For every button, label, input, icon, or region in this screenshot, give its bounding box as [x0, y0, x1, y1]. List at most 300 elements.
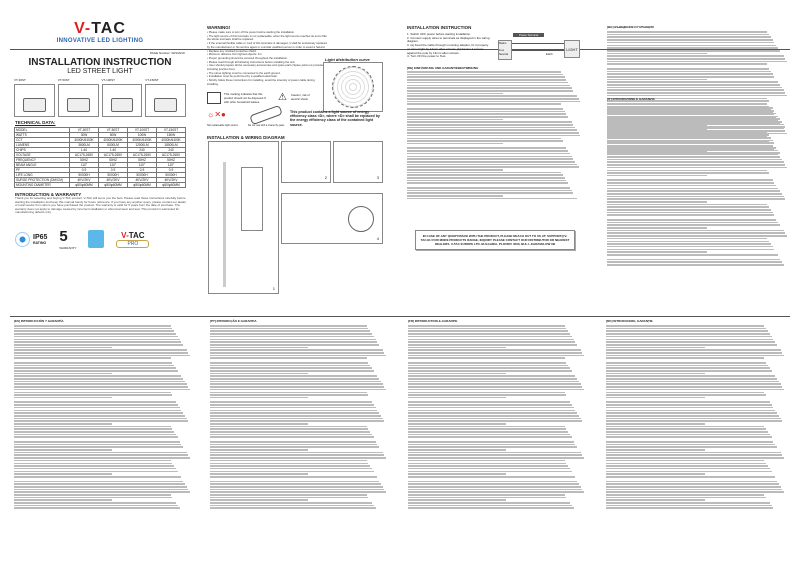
tech-cell: VT-30ST	[70, 128, 99, 133]
text-line	[407, 119, 503, 121]
tech-cell: φ50/φ60MM	[157, 183, 186, 188]
text-line	[210, 463, 368, 465]
tech-cell: 6000LM	[99, 143, 128, 148]
text-line	[210, 352, 384, 354]
text-line	[14, 441, 180, 443]
not-replaceable-icon: ☼✕●	[207, 110, 226, 119]
neutral-label: Neutral	[499, 52, 509, 56]
tech-cell: 0.9	[128, 168, 157, 173]
text-line	[210, 375, 377, 377]
text-line	[14, 378, 183, 380]
tech-cell: 4000K/6400K	[70, 138, 99, 143]
text-line	[210, 394, 368, 396]
text-line	[607, 198, 785, 200]
text-line	[14, 505, 178, 507]
text-line	[408, 394, 566, 396]
text-line	[210, 426, 367, 428]
tech-cell: CCT	[15, 138, 70, 143]
text-line	[606, 367, 770, 369]
wiring-step-1	[208, 141, 279, 294]
warning-item: • The light source of this luminaire is not replaceable; when the light source reaches its end of life the whole luminaire shall be replaced.	[207, 33, 327, 42]
tech-cell: 4KV/2KV	[70, 178, 99, 183]
text-line	[606, 383, 781, 385]
text-line	[14, 446, 183, 448]
tech-row	[15, 183, 186, 188]
text-line	[408, 415, 579, 417]
text-line	[14, 473, 112, 475]
text-line	[407, 164, 577, 166]
text-line	[606, 434, 770, 436]
light-distribution-chart	[323, 62, 383, 112]
tech-table	[14, 127, 186, 188]
text-line	[14, 418, 187, 420]
text-line	[407, 74, 563, 76]
text-line	[210, 389, 386, 391]
model-figure	[102, 78, 143, 117]
text-line	[210, 481, 379, 483]
text-line	[14, 483, 185, 485]
text-line	[407, 161, 575, 163]
text-line	[210, 460, 367, 462]
text-line	[210, 407, 376, 409]
text-line	[408, 426, 565, 428]
text-line	[14, 468, 176, 470]
text-line	[408, 357, 565, 359]
text-line	[14, 397, 112, 399]
text-line	[407, 79, 566, 81]
text-line	[607, 81, 778, 83]
text-line	[607, 89, 784, 91]
text-line	[607, 251, 707, 253]
text-line	[408, 502, 570, 504]
text-line	[606, 497, 766, 499]
model-figures	[14, 78, 186, 117]
text-line	[210, 378, 379, 380]
warning-item: • Proper grounding should be ensured throughout the installation.	[207, 55, 288, 60]
text-line	[408, 347, 506, 349]
text-line	[210, 383, 383, 385]
tech-cell: VT-100ST	[128, 128, 157, 133]
text-line	[14, 489, 188, 491]
text-line	[210, 468, 372, 470]
text-line	[607, 170, 767, 172]
tech-cell: PF	[15, 168, 70, 173]
text-line	[408, 423, 506, 425]
text-line	[210, 386, 384, 388]
text-line	[408, 349, 581, 351]
text-line	[408, 483, 579, 485]
text-line	[408, 355, 584, 357]
text-line	[606, 444, 775, 446]
text-line	[408, 452, 581, 454]
tech-cell: 4KV/2KV	[99, 178, 128, 183]
text-line	[606, 436, 772, 438]
text-line	[606, 352, 782, 354]
energy-class-text: This product contains a light source of energy efficiency class <D>, where <D> shall be replaced by the energy efficiency class of the contained light source.	[290, 110, 380, 127]
page-number: PAGE Number: 30/1/2019	[150, 51, 185, 55]
text-line	[607, 36, 771, 38]
de-text	[407, 70, 582, 200]
text-line	[14, 352, 188, 354]
text-line	[210, 486, 383, 488]
text-line	[606, 423, 705, 425]
text-line	[408, 378, 577, 380]
text-line	[14, 436, 178, 438]
text-line	[210, 333, 372, 335]
text-line	[14, 392, 171, 394]
text-line	[606, 460, 764, 462]
text-line	[407, 121, 572, 123]
text-line	[408, 457, 584, 459]
text-line	[607, 47, 778, 49]
weee-text: This marking indicates that this product should not be disposed of with other household wastes.	[224, 92, 266, 104]
text-line	[210, 449, 308, 451]
text-line	[14, 449, 112, 451]
text-line	[607, 259, 780, 261]
text-line	[210, 397, 308, 399]
text-line	[210, 505, 374, 507]
tech-cell: MOUNTING DIAMETER	[15, 183, 70, 188]
text-line	[607, 219, 776, 221]
bg-title: [BG] ВЪВЕДЕНИЕ И ГАРАНЦИЯ	[607, 25, 654, 29]
intro-text: Thank you for selecting and buying V-TAC product. V-TAC will serve you the best. Please read these instructions carefully before starting the installation and keep this manual handy for future reference. If you have any another query, please contact our dealer or local vendor from whom you have purchased the product. The warranty is valid for 5 years from the date of purchase. The warranty does not apply to damage caused by incorrect installation or abnormal wear and tear. This product is warranted for manufacturing defects only.	[15, 196, 187, 215]
text-line	[606, 431, 768, 433]
tech-cell: 0.9	[99, 168, 128, 173]
text-line	[607, 172, 769, 174]
water-drop-icon	[15, 232, 30, 247]
ip-rating: IP65	[33, 233, 48, 241]
text-line	[407, 113, 566, 115]
tech-cell: AC175-265V	[157, 153, 186, 158]
ro-title: [RO] INTRODUCERE, GARANȚIE	[606, 319, 653, 323]
text-line	[408, 468, 570, 470]
text-line	[607, 179, 773, 181]
text-line	[606, 418, 781, 420]
text-line	[606, 347, 705, 349]
text-line	[407, 138, 561, 140]
text-line	[606, 392, 764, 394]
text-line	[408, 370, 572, 372]
text-line	[607, 188, 778, 190]
text-line	[14, 401, 176, 403]
text-line	[607, 106, 769, 108]
warranty-badge	[59, 228, 76, 250]
text-line	[607, 76, 774, 78]
text-line	[14, 394, 172, 396]
tech-cell: 50000H	[70, 173, 99, 178]
tech-cell: 30W	[70, 133, 99, 138]
text-line	[407, 190, 572, 192]
text-line	[408, 463, 566, 465]
wiring-step-2	[281, 141, 331, 183]
text-line	[14, 460, 171, 462]
model-label: VT-100ST	[101, 78, 116, 82]
text-line	[408, 497, 566, 499]
install-title: INSTALLATION INSTRUCTION	[407, 25, 472, 30]
text-line	[607, 182, 774, 184]
text-line	[14, 330, 174, 332]
tech-cell: 50HZ	[128, 158, 157, 163]
tech-cell: 4KV/2KV	[128, 178, 157, 183]
step-number: 2	[324, 175, 327, 180]
model-label: VT-30ST	[14, 78, 26, 82]
text-line	[14, 428, 172, 430]
text-line	[607, 230, 784, 232]
tech-cell: MODEL	[15, 128, 70, 133]
text-line	[408, 441, 574, 443]
text-line	[607, 103, 767, 105]
text-line	[210, 476, 377, 478]
text-line	[606, 415, 779, 417]
text-line	[210, 392, 367, 394]
text-line	[14, 386, 188, 388]
text-line	[14, 502, 176, 504]
text-line	[407, 192, 573, 194]
text-line	[607, 125, 707, 127]
tech-cell: 18000LM	[157, 143, 186, 148]
text-line	[408, 444, 575, 446]
text-line	[408, 481, 577, 483]
model-label: VT-50ST	[57, 78, 70, 82]
tech-cell: AC175-265V	[128, 153, 157, 158]
text-line	[14, 499, 112, 501]
text-line	[607, 243, 771, 245]
text-line	[210, 341, 377, 343]
text-line	[607, 148, 774, 150]
text-line	[408, 431, 568, 433]
text-line	[14, 491, 190, 493]
mains-label: Mains	[499, 41, 507, 45]
text-line	[408, 507, 574, 509]
text-line	[210, 423, 308, 425]
text-line	[407, 177, 565, 179]
text-line	[606, 465, 768, 467]
text-line	[407, 174, 563, 176]
tech-cell: 50000H	[128, 173, 157, 178]
text-line	[407, 143, 503, 145]
pt-title: [PT] INTRODUÇÃO E GARANTIA	[210, 319, 257, 323]
text-line	[14, 341, 181, 343]
tech-cell: WATTS	[15, 133, 70, 138]
text-line	[607, 143, 771, 145]
text-line	[607, 114, 774, 116]
text-line	[407, 103, 561, 105]
text-line	[210, 491, 386, 493]
text-line	[408, 333, 570, 335]
text-line	[607, 264, 784, 266]
doc-subtitle: LED STREET LIGHT	[67, 68, 133, 75]
text-line	[607, 185, 776, 187]
warning-item: • Installation must be performed by a qualified electrician.	[207, 74, 278, 79]
text-line	[607, 241, 769, 243]
text-line	[14, 415, 185, 417]
text-line	[14, 412, 183, 414]
tech-cell: SURGE PROTECTION (DM/CM)	[15, 178, 70, 183]
text-line	[14, 349, 187, 351]
install-step: 3. (a) Feed the cable through mounting adapter, fix it properly on street light by 12mm allen screws. (b) Fasten it screws against the pole by 13mm allen screws.	[407, 43, 489, 55]
text-line	[408, 446, 577, 448]
shock-text: Caution, risk of electric shock.	[291, 93, 310, 101]
text-line	[607, 127, 784, 129]
de-title: [DE] EINFÜHRUNG UND GARANTIEBESTIMMUNG	[407, 66, 479, 70]
tech-cell: 110°	[99, 163, 128, 168]
text-line	[210, 349, 383, 351]
text-line	[14, 365, 174, 367]
support-notice: IN CASE OF ANY QUERY/ISSUE WITH THE PRODUCT, PLEASE REACH OUT TO US AT: SUPPORT@V-TAC.EU FOR MORE PRODUCTS RANGE, INQUIRY PLEASE CONTACT OUR DISTRIBUTOR OR NEAREST DEALERS. V-TAC EUROPE LTD. BULGARIA, PLOVDIV 4000, BUL.L.KARAVELOW 9B	[415, 230, 575, 250]
text-line	[408, 471, 572, 473]
text-line	[407, 98, 579, 100]
text-line	[210, 507, 376, 509]
text-line	[14, 486, 187, 488]
text-line	[210, 381, 381, 383]
text-line	[210, 489, 384, 491]
text-line	[14, 370, 178, 372]
tech-cell: 4000K/6400K	[128, 138, 157, 143]
text-line	[408, 339, 574, 341]
tech-cell: VT-150ST	[157, 128, 186, 133]
text-line	[606, 486, 781, 488]
vtac-pro-logo: V-TAC PRO	[116, 231, 149, 248]
text-line	[606, 333, 770, 335]
tech-cell: 12000LM	[128, 143, 157, 148]
text-line	[408, 362, 566, 364]
warning-item: • Minimum distance from lighted objects: 1m	[207, 52, 262, 57]
text-line	[607, 135, 767, 137]
text-line	[408, 397, 506, 399]
text-line	[407, 127, 575, 129]
tech-cell: LUMENS	[15, 143, 70, 148]
text-line	[606, 381, 779, 383]
text-line	[408, 473, 506, 475]
text-line	[607, 117, 776, 119]
text-line	[407, 147, 566, 149]
text-line	[14, 373, 112, 375]
text-line	[210, 444, 377, 446]
text-line	[210, 362, 368, 364]
text-line	[14, 434, 176, 436]
es-title: [ES] INTRODUCCIÓN Y GARANTÍA	[14, 319, 64, 323]
text-line	[407, 93, 503, 95]
text-line	[407, 95, 577, 97]
text-line	[210, 339, 376, 341]
live-label: Live	[499, 48, 505, 52]
text-line	[210, 373, 308, 375]
step-number: 3	[376, 175, 379, 180]
text-line	[14, 452, 187, 454]
text-line	[606, 468, 770, 470]
tech-cell: φ50/φ60MM	[99, 183, 128, 188]
text-line	[607, 31, 767, 33]
tech-cell: 240	[157, 148, 186, 153]
tech-cell: 0.9	[157, 168, 186, 173]
text-line	[408, 491, 584, 493]
tech-cell: 50000H	[157, 173, 186, 178]
text-line	[408, 434, 570, 436]
text-line	[210, 410, 377, 412]
text-line	[607, 34, 769, 36]
text-line	[407, 150, 568, 152]
text-line	[607, 68, 769, 70]
weee-bin-icon	[207, 92, 221, 104]
text-line	[408, 341, 575, 343]
text-line	[606, 389, 784, 391]
tech-cell: 110°	[128, 163, 157, 168]
text-line	[407, 169, 503, 171]
certification-icon	[88, 230, 104, 248]
warning-item: • If the external flexible cable or cord of this luminaire is damaged, it shall be exclusively replaced by the manufacturer or his service agent or a similar qualified person in order to avoid a hazard.	[207, 41, 327, 49]
text-line	[607, 175, 707, 177]
text-line	[407, 166, 579, 168]
text-line	[210, 415, 381, 417]
text-line	[607, 108, 771, 110]
tech-cell: VT-50ST	[99, 128, 128, 133]
warning-title: WARNING!	[207, 25, 231, 30]
tech-title: TECHNICAL DATA:	[15, 120, 56, 125]
text-line	[210, 355, 386, 357]
text-line	[408, 499, 506, 501]
text-line	[408, 328, 566, 330]
text-line	[408, 494, 565, 496]
text-line	[606, 325, 764, 327]
warranty-years: 5	[59, 228, 68, 245]
text-line	[607, 140, 769, 142]
text-line	[408, 330, 568, 332]
text-line	[606, 330, 768, 332]
text-line	[407, 187, 570, 189]
text-line	[14, 423, 112, 425]
text-line	[606, 386, 782, 388]
text-line	[210, 473, 308, 475]
install-steps	[407, 33, 492, 59]
text-line	[407, 71, 561, 73]
text-line	[408, 436, 572, 438]
text-line	[14, 325, 171, 327]
text-line	[607, 151, 707, 153]
text-line	[14, 362, 172, 364]
text-line	[606, 471, 772, 473]
text-line	[408, 454, 582, 456]
text-line	[408, 449, 506, 451]
text-line	[607, 153, 778, 155]
step-number: 1	[272, 286, 275, 291]
electric-shock-icon: ⚠	[278, 92, 287, 103]
ro-text	[606, 324, 786, 510]
text-line	[606, 341, 775, 343]
text-line	[607, 145, 773, 147]
fig2-caption: Do not use with a crane/ fly-pass	[248, 124, 285, 127]
model-figure	[14, 78, 55, 117]
text-line	[210, 365, 370, 367]
text-line	[408, 375, 575, 377]
warning-item: • User should prepare all the necessary accessories and spare parts (Spare parts not provided including junction box).	[207, 63, 324, 72]
text-line	[14, 347, 112, 349]
text-line	[408, 336, 572, 338]
text-line	[606, 362, 766, 364]
text-line	[210, 328, 368, 330]
text-line	[14, 426, 171, 428]
text-line	[14, 404, 178, 406]
text-line	[14, 344, 183, 346]
text-line	[607, 193, 782, 195]
text-line	[407, 101, 580, 103]
text-line	[606, 394, 766, 396]
text-line	[607, 246, 773, 248]
text-line	[606, 349, 781, 351]
logo-tagline: INNOVATIVE LED LIGHTING	[56, 38, 144, 44]
fr-text	[408, 324, 586, 510]
text-line	[408, 460, 565, 462]
text-line	[210, 434, 372, 436]
